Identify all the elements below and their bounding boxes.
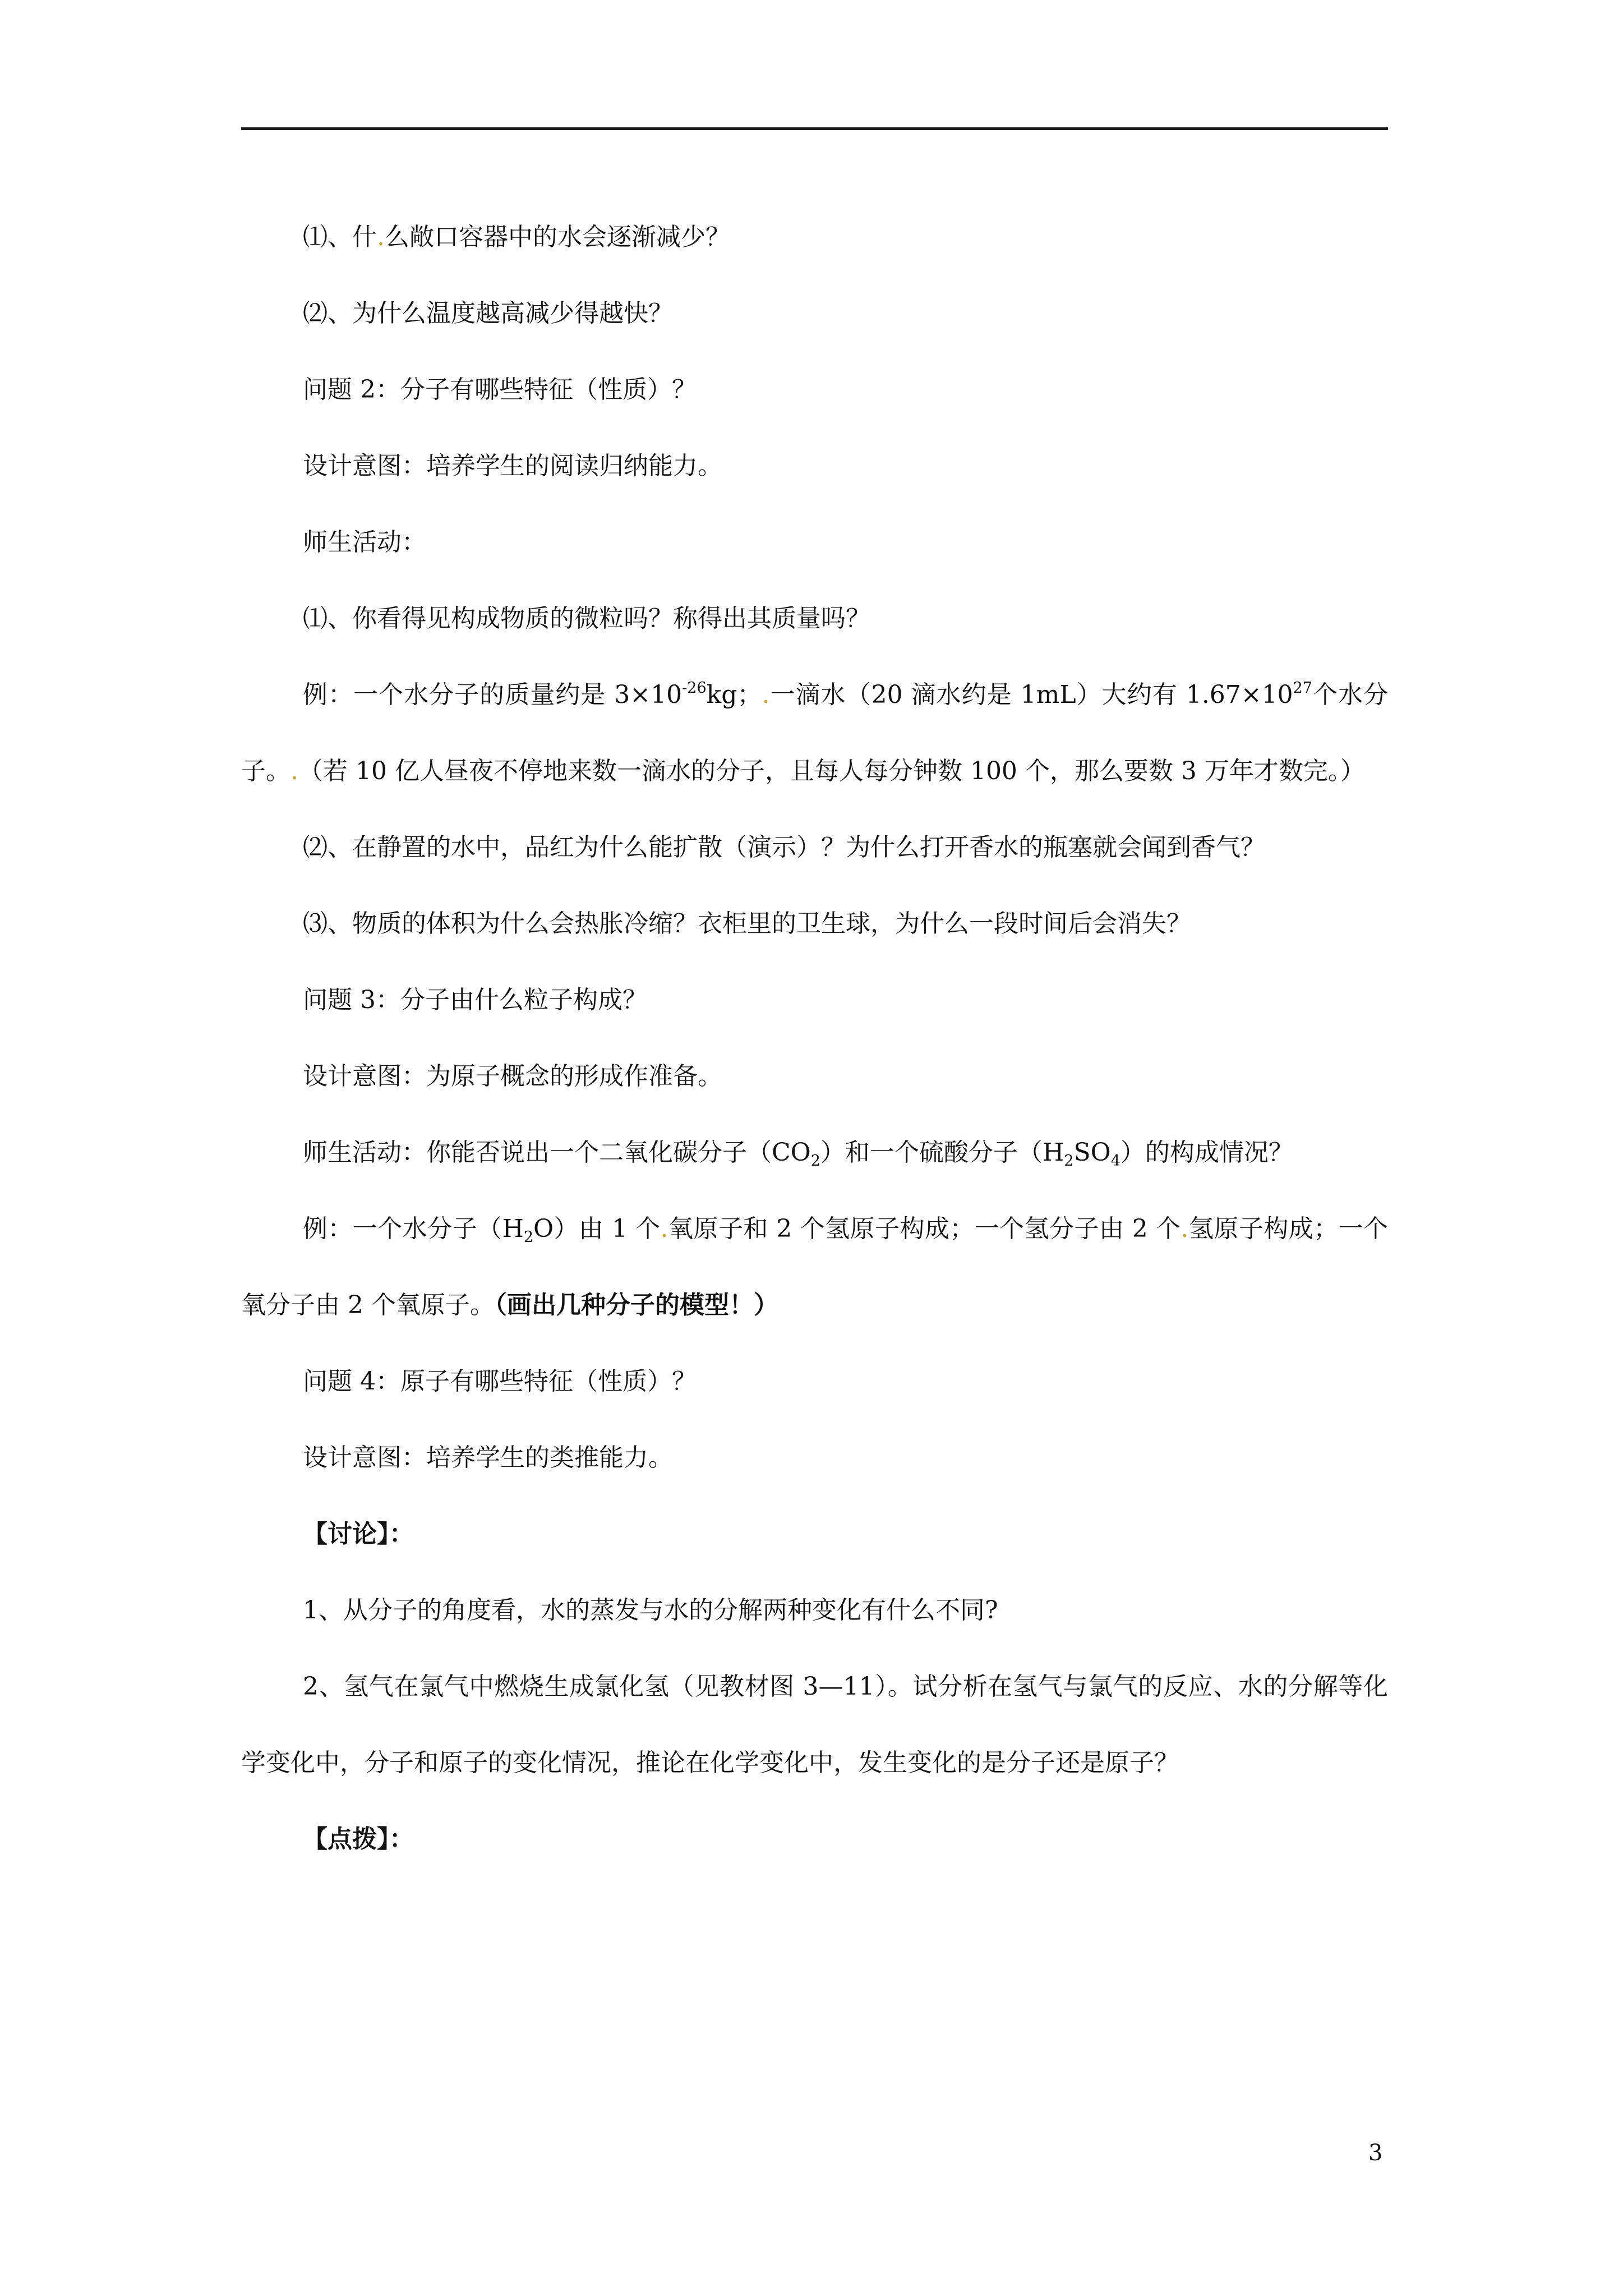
discussion-heading: 【讨论】： (303, 1520, 414, 1548)
activity-question-2: ⑵、在静置的水中，品红为什么能扩散（演示）？为什么打开香水的瓶塞就会闻到香气？ (303, 833, 1265, 862)
draw-models-note: （画出几种分子的模型！） (494, 1291, 778, 1319)
design-intent-analogy: 设计意图：培养学生的类推能力。 (303, 1443, 673, 1472)
activity-question-3: ⑶、物质的体积为什么会热胀冷缩？衣柜里的卫生球，为什么一段时间后会消失？ (303, 909, 1191, 938)
example-molecule-structure: 例：一个水分子$(H_2O)$由 1 个.氧原子和 2 个氢原子构成；一个氢分子由 2 个.氢原子构成；一个氧分子由 2 个氧原子。（画出几种分子的模型！） (241, 1214, 1389, 1319)
activity-heading: 师生活动： (303, 528, 426, 556)
design-intent-atom: 设计意图：为原子概念的形成作准备。 (303, 1062, 722, 1091)
page-number: 3 (1368, 2140, 1383, 2166)
question-2: ⑵、为什么温度越高减少得越快？ (303, 299, 673, 328)
activity-co2: 师生活动：你能否说出一个二氧化碳分子$(CO_2)$和一个硫酸分子$(H_2SO_4)$的构成情况？ (303, 1138, 1293, 1170)
discussion-item-2: 2、氢气在氯气中燃烧生成氯化氢（见教材图 3—11）。试分析在氢气与氯气的反应、水的分解等化学变化中，分子和原子的变化情况，推论在化学变化中，发生变化的是分子还是原子？ (241, 1672, 1388, 1777)
discussion-item-1: 1、从分子的角度看，水的蒸发与水的分解两种变化有什么不同? (303, 1596, 998, 1625)
problem-2: 问题 2：分子有哪些特征（性质）？ (303, 375, 697, 404)
tips-heading: 【点拨】： (303, 1825, 414, 1853)
document-body (241, 199, 1388, 1878)
problem-4: 问题 4：原子有哪些特征（性质）？ (303, 1367, 697, 1396)
problem-3: 问题 3：分子由什么粒子构成？ (303, 986, 647, 1014)
activity-question-1: ⑴、你看得见构成物质的微粒吗？称得出其质量吗？ (303, 604, 870, 633)
design-intent-reading: 设计意图：培养学生的阅读归纳能力。 (303, 452, 722, 480)
question-1: ⑴、什.么敞口容器中的水会逐渐减少？ (303, 223, 730, 251)
header-rule (241, 127, 1388, 130)
example-water-molecule: 例：一个水分子的质量约是 $3\times 10^{-26}kg$；.一滴水（20 滴水约是 1mL）大约有 $1.67\times 10^{27}$个水分子。.（若 10 亿人昼夜不停地来数一滴水的分子，且每人每分钟数 100 个，那么要数 3 万年才数完。） (241, 679, 1388, 785)
